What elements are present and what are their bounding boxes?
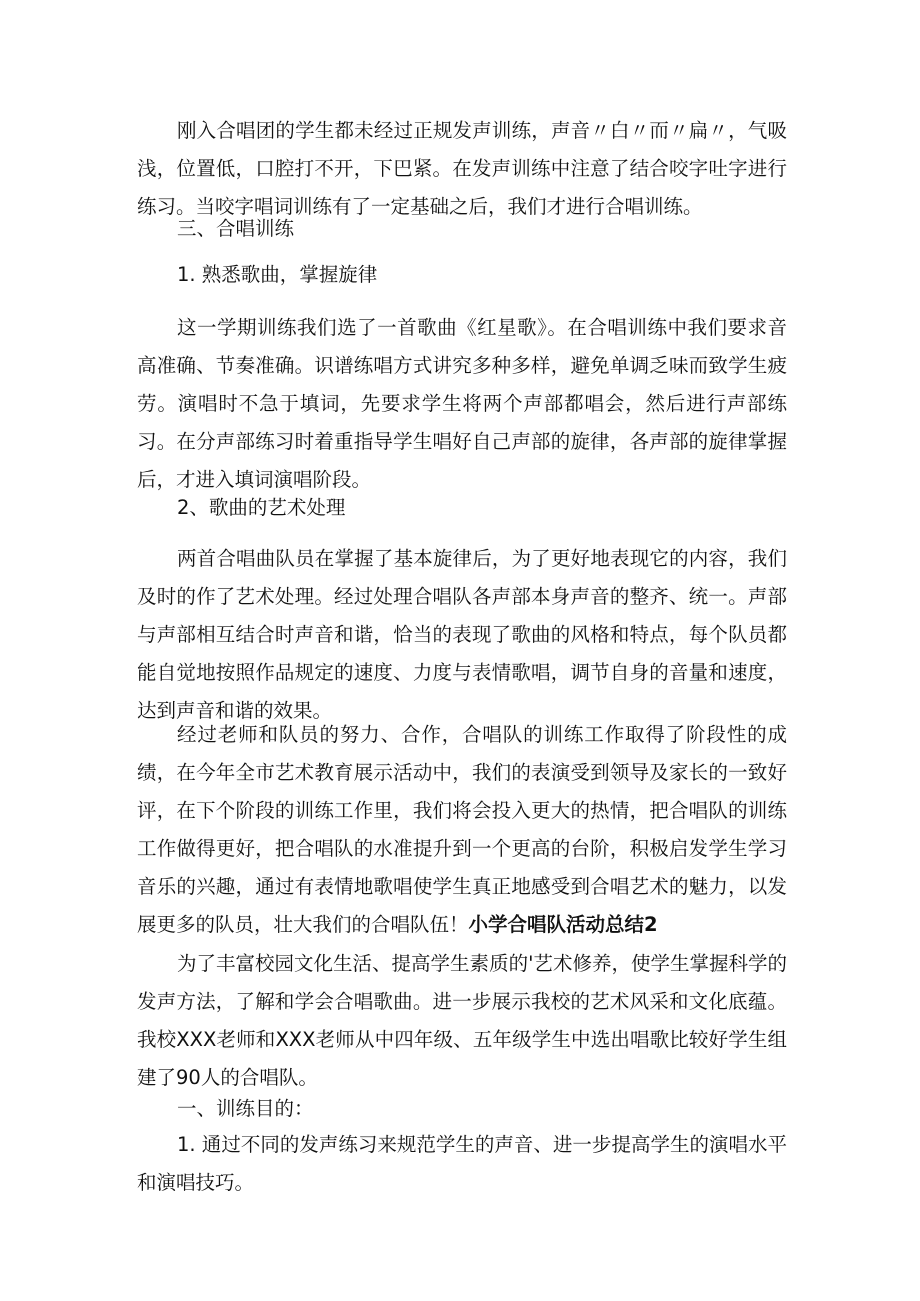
section-heading-training-goals: 一、训练目的： [177,1097,314,1120]
paragraph-achievements [137,716,787,944]
paragraph-red-star-song: 这一学期训练我们选了一首歌曲《红星歌》。在合唱训练中我们要求音高准确、节奏准确。识谱练唱方式讲究多种多样，避免单调乏味而致学生疲劳。演唱时不急于填词，先要求学生将两个声部都唱会，然后进行声部练习。在分声部练习时着重指导学生唱好自己声部的旋律，各声部的旋律掌握后，才进入填词演唱阶段。 [137,316,787,491]
paragraph-vocal-training: 刚入合唱团的学生都未经过正规发声训练，声音〃白〃而〃扁〃，气吸浅，位置低，口腔打不开，下巴紧。在发声训练中注意了结合咬字吐字进行练习。当咬字唱词训练有了一定基础之后，我们才进行合唱训练。 [137,119,787,218]
paragraph-artistic-treatment: 两首合唱曲队员在掌握了基本旋律后，为了更好地表现它的内容，我们及时的作了艺术处理。经过处理合唱队各声部本身声音的整齐、统一。声部与声部相互结合时声音和谐，恰当的表现了歌曲的风格和特点，每个队员都能自觉地按照作品规定的速度、力度与表情歌唱，调节自身的音量和速度，达到声音和谐的效果。 [137,547,787,722]
subheading-artistic-treatment: 2、歌曲的艺术处理 [177,496,346,519]
achievements-text: 经过老师和队员的努力、合作，合唱队的训练工作取得了阶段性的成绩，在今年全市艺术教育展示活动中，我们的表演受到领导及家长的一致好评，在下个阶段的训练工作里，我们将会投入更大的热情，把合唱队的训练工作做得更好，把合唱队的水准提升到一个更高的台阶，积极启发学生学习音乐的兴趣，通过有表情地歌唱使学生真正地感受到合唱艺术的魅力，以发展更多的队员，壮大我们的合唱队伍！ [137,723,787,936]
paragraph-choir-founding: 为了丰富校园文化生活、提高学生素质的'艺术修养，使学生掌握科学的发声方法，了解和学会合唱歌曲。进一步展示我校的艺术风采和文化底蕴。我校XXX老师和XXX老师从中四年级、五年级学生中选出唱歌比较好学生组建了90人的合唱队。 [137,952,787,1089]
subheading-familiar-songs: 1. 熟悉歌曲，掌握旋律 [177,263,378,286]
summary-2-title: 小学合唱队活动总结2 [468,913,658,936]
section-heading-choir-training: 三、合唱训练 [177,217,295,240]
paragraph-goal-1: 1. 通过不同的发声练习来规范学生的声音、进一步提高学生的演唱水平和演唱技巧。 [137,1133,787,1194]
